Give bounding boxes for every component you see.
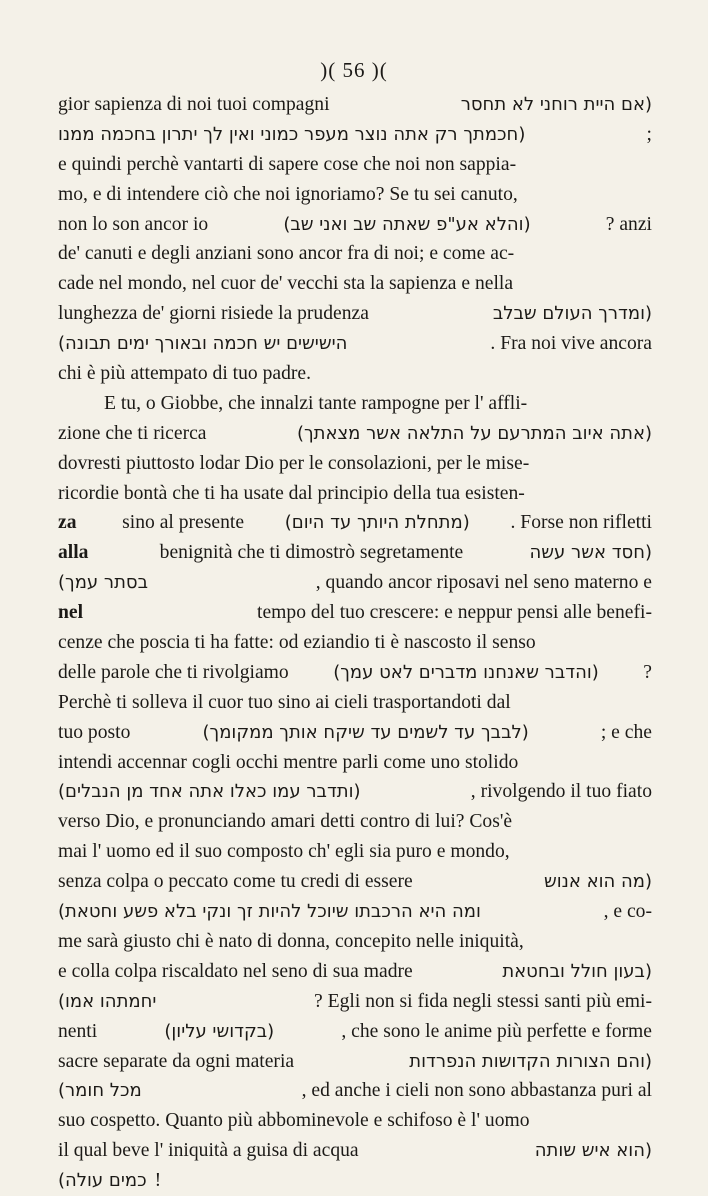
- italian-text: E tu, o Giobbe, che innalzi tante rampogne per l' affli-: [104, 392, 528, 414]
- page-number: )( 56 )(: [320, 58, 388, 82]
- text-line: [58, 927, 652, 957]
- hebrew-text: (ומדרך העולם שבלב: [492, 303, 652, 325]
- italian-text: e colla colpa riscaldato nel seno di sua madre: [58, 960, 413, 982]
- text-line: [58, 1076, 652, 1106]
- text-line: [58, 807, 652, 837]
- text-line: [58, 479, 652, 509]
- italian-text: , rivolgendo il tuo fiato: [470, 781, 652, 803]
- italian-text: tempo del tuo crescere: e neppur pensi alle benefi-: [252, 602, 652, 624]
- text-line: [58, 239, 652, 269]
- hebrew-text: כמים עולה): [58, 1170, 147, 1192]
- text-line: [58, 568, 652, 598]
- italian-text: nenti: [58, 1020, 98, 1042]
- italian-text: !: [154, 1170, 162, 1192]
- text-line: [58, 1017, 652, 1047]
- italian-text: gior sapienza di noi tuoi compagni: [58, 94, 330, 115]
- hebrew-text: (מה הוא אנוש: [543, 871, 652, 893]
- text-line: [58, 658, 652, 688]
- hebrew-text: (לבבך עד לשמים עד שיקח אותך ממקומך): [202, 721, 529, 743]
- text-line: [58, 389, 652, 419]
- text-line: [58, 210, 652, 240]
- italian-text: intendi accennar cogli occhi mentre parli come uno stolido: [58, 751, 519, 773]
- text-line: [58, 90, 652, 120]
- italian-text: senza colpa o peccato come tu credi di essere: [58, 871, 413, 893]
- italian-text: cenze che poscia ti ha fatte: od eziandio ti è nascosto il senso: [58, 632, 536, 654]
- hebrew-text: (הוא איש שותה: [534, 1140, 652, 1162]
- italian-text: tuo posto: [58, 721, 131, 743]
- text-line: [58, 150, 652, 180]
- italian-text: ;: [646, 123, 652, 145]
- hebrew-text: (אתה איוב המתרעם על התלאה אשר מצאתך): [296, 422, 652, 444]
- italian-text: il qual beve l' iniquità a guisa di acqua: [58, 1140, 359, 1162]
- text-line: [58, 508, 652, 538]
- italian-text: lunghezza de' giorni risiede la prudenza: [58, 303, 369, 325]
- text-line: [58, 329, 652, 359]
- text-line: [58, 748, 652, 778]
- text-line: [58, 449, 652, 479]
- italian-text: ?: [643, 661, 652, 683]
- italian-text: , quando ancor riposavi nel seno materno e: [315, 572, 652, 594]
- text-line: [58, 957, 652, 987]
- text-line: [58, 180, 652, 210]
- italian-text: de' canuti e degli anziani sono ancor fra di noi; e come ac-: [58, 243, 515, 265]
- text-line: [58, 718, 652, 748]
- italian-text: za: [58, 512, 77, 534]
- italian-text: ? Egli non si fida negli stessi santi più emi-: [314, 990, 652, 1012]
- hebrew-text: בסתר עמך): [58, 572, 148, 594]
- italian-text: non lo son ancor io: [58, 213, 209, 235]
- italian-text: . Fra noi vive ancora: [490, 333, 652, 355]
- italian-text: . Forse non rifletti: [510, 512, 652, 534]
- italian-text: ; e che: [600, 721, 652, 743]
- hebrew-text: (בקדושי עליון): [164, 1020, 275, 1042]
- italian-text: dovresti piuttosto lodar Dio per le consolazioni, per le mise-: [58, 452, 530, 474]
- italian-text: ricordie bontà che ti ha usate dal principio della tua esisten-: [58, 482, 525, 504]
- italian-text: sacre separate da ogni materia: [58, 1050, 295, 1072]
- text-line: [58, 897, 652, 927]
- italian-text: , che sono le anime più perfette e forme: [341, 1020, 652, 1042]
- text-line: [58, 1047, 652, 1077]
- text-line: [58, 777, 652, 807]
- hebrew-text: הישישים יש חכמה ובאורך ימים תבונה): [58, 333, 348, 355]
- italian-text: alla: [58, 542, 89, 564]
- text-line: [58, 1136, 652, 1166]
- italian-text: ? anzi: [605, 213, 652, 235]
- text-line: [58, 299, 652, 329]
- italian-text: mo, e di intendere ciò che noi ignoriamo? Se tu sei canuto,: [58, 183, 518, 205]
- italian-text: verso Dio, e pronunciando amari detti contro di lui? Cos'è: [58, 811, 513, 833]
- text-line: [58, 837, 652, 867]
- hebrew-text: (חכמתך רק אתה נוצר מעפר כמוני ואין לך יתרון בחכמה ממנו: [58, 123, 526, 145]
- hebrew-text: (ותדבר עמו כאלו אתה אחד מן הנבלים): [58, 781, 361, 803]
- italian-text: , ed anche i cieli non sono abbastanza puri al: [301, 1080, 652, 1102]
- text-line: [58, 688, 652, 718]
- hebrew-text: מכל חומר): [58, 1080, 142, 1102]
- italian-text: sino al presente: [117, 512, 245, 534]
- hebrew-text: (והם הצורות הקדושות הנפרדות: [409, 1050, 652, 1072]
- hebrew-text: (אם היית רוחני לא תחסר: [460, 94, 652, 115]
- text-line: [58, 1166, 652, 1196]
- hebrew-text: (חסד אשר עשה: [529, 542, 652, 564]
- text-line: [58, 120, 652, 150]
- hebrew-text: (והלא אע"פ שאתה שב ואני שב): [283, 213, 531, 235]
- italian-text: cade nel mondo, nel cuor de' vecchi sta la sapienza e nella: [58, 273, 514, 295]
- text-line: [58, 359, 652, 389]
- hebrew-text: (מתחלת היותך עד היום): [284, 512, 470, 534]
- italian-text: mai l' uomo ed il suo composto ch' egli sia puro e mondo,: [58, 841, 510, 863]
- text-line: [58, 598, 652, 628]
- italian-text: Perchè ti solleva il cuor tuo sino ai cieli trasportandoti dal: [58, 691, 511, 713]
- text-line: [58, 1106, 652, 1136]
- text-line: [58, 538, 652, 568]
- italian-text: zione che ti ricerca: [58, 422, 207, 444]
- italian-text: , e co-: [603, 901, 652, 923]
- italian-text: suo cospetto. Quanto più abbominevole e schifoso è l' uomo: [58, 1110, 530, 1132]
- text-line: [58, 269, 652, 299]
- italian-text: me sarà giusto chi è nato di donna, concepito nelle iniquità,: [58, 930, 524, 952]
- italian-text: nel: [58, 602, 84, 624]
- hebrew-text: ומה היא הרכבתו שיוכל להיות זך ונקי בלא פשע וחטאת): [58, 901, 481, 923]
- text-line: [58, 987, 652, 1017]
- text-line: [58, 419, 652, 449]
- italian-text: benignità che ti dimostrò segretamente: [154, 542, 464, 564]
- hebrew-text: (בעון חולל ובחטאת: [502, 960, 652, 982]
- italian-text: chi è più attempato di tuo padre.: [58, 363, 312, 385]
- italian-text: e quindi perchè vantarti di sapere cose che noi non sappia-: [58, 153, 517, 175]
- text-line: [58, 867, 652, 897]
- hebrew-text: יחמתהו אמו): [58, 990, 157, 1012]
- text-line: [58, 628, 652, 658]
- hebrew-text: (והדבר שאנחנו מדברים לאט עמך): [333, 661, 599, 683]
- italian-text: delle parole che ti rivolgiamo: [58, 661, 289, 683]
- body-text: [58, 90, 652, 1196]
